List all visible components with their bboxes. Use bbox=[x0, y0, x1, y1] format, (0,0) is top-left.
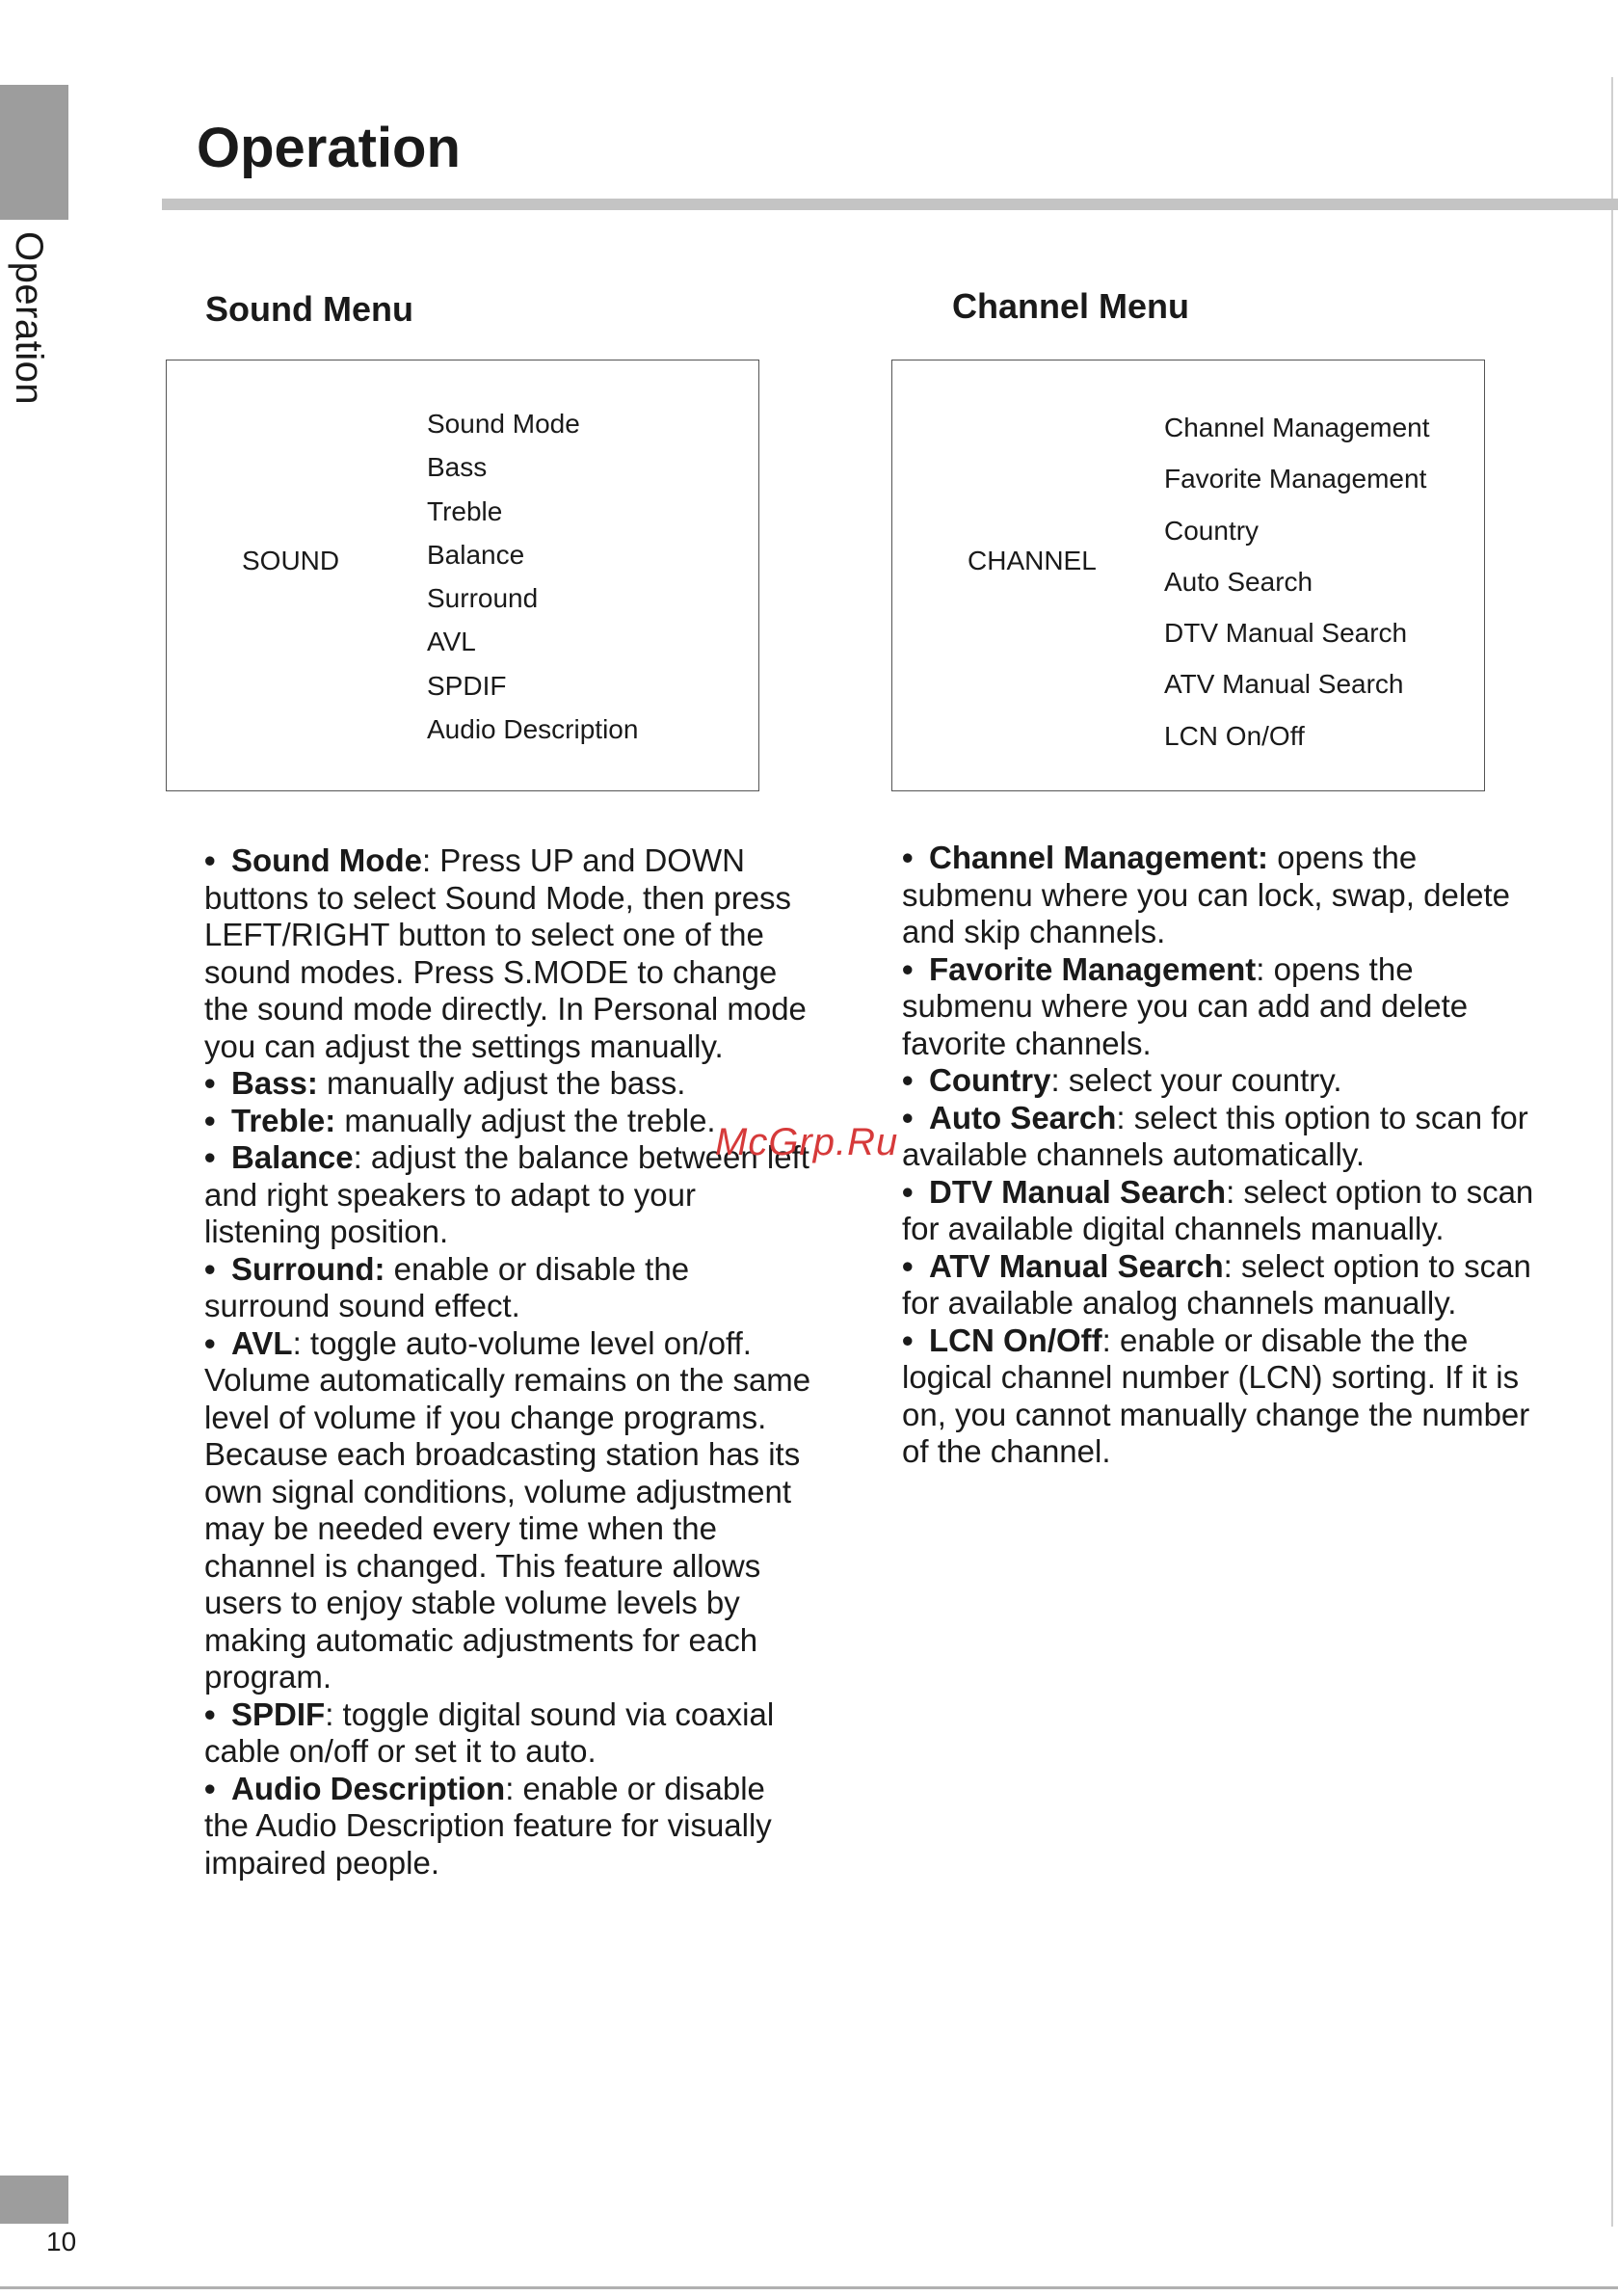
sound-desc-item: • Surround: enable or disable the surround sound effect. bbox=[204, 1250, 690, 1323]
sound-desc-item: • Bass: manually adjust the bass. bbox=[204, 1065, 686, 1101]
sound-menu-items bbox=[427, 402, 638, 751]
channel-desc-item: • DTV Manual Search: select option to scan for available digital channels manually. bbox=[902, 1173, 1534, 1246]
page-title: Operation bbox=[197, 117, 461, 179]
bullet-icon: • bbox=[902, 1062, 914, 1098]
channel-desc-item: • Favorite Management: opens the submenu where you can add and delete favorite channels. bbox=[902, 950, 1469, 1061]
channel-menu-item: ATV Manual Search bbox=[1164, 669, 1404, 700]
sound-menu-item: Bass bbox=[427, 452, 488, 483]
channel-menu-item: LCN On/Off bbox=[1164, 720, 1305, 751]
page-number: 10 bbox=[46, 2227, 77, 2256]
sound-descriptions bbox=[170, 842, 817, 1882]
sound-desc-item: • Audio Description: enable or disable the Audio Description feature for visually impaired people. bbox=[204, 1770, 772, 1881]
sound-desc-item: • Sound Mode: Press UP and DOWN buttons to select Sound Mode, then press LEFT/RIGHT button to select one of the sound modes. Press S.MODE to change the sound mode directly. In Personal mode you can adjust the settings manually. bbox=[204, 842, 807, 1064]
bullet-icon: • bbox=[902, 1322, 914, 1358]
sound-menu-item: Sound Mode bbox=[427, 409, 580, 439]
sound-menu-item: Balance bbox=[427, 539, 525, 570]
watermark: McGrp.Ru bbox=[715, 1121, 899, 1163]
sound-menu-heading: Sound Menu bbox=[205, 289, 413, 329]
bullet-icon: • bbox=[902, 1247, 914, 1284]
sound-root-label: SOUND bbox=[242, 546, 340, 575]
page-edge-line bbox=[1611, 77, 1613, 2227]
bullet-icon: • bbox=[204, 1770, 216, 1806]
side-section-label: Operation bbox=[8, 231, 50, 406]
sound-menu-item: AVL bbox=[427, 627, 476, 657]
channel-menu-item: Favorite Management bbox=[1164, 464, 1427, 494]
title-divider bbox=[162, 199, 1618, 210]
channel-menu-item: DTV Manual Search bbox=[1164, 618, 1408, 649]
channel-menu-heading: Channel Menu bbox=[952, 286, 1190, 326]
channel-desc-item: • Auto Search: select this option to scan for available channels automatically. bbox=[902, 1099, 1528, 1172]
bullet-icon: • bbox=[204, 1102, 216, 1138]
side-tab-marker bbox=[0, 85, 68, 220]
bullet-icon: • bbox=[902, 840, 914, 875]
sound-menu-item: Audio Description bbox=[427, 714, 639, 745]
bottom-rule bbox=[0, 2286, 1618, 2289]
sound-menu-item: Treble bbox=[427, 495, 503, 526]
channel-descriptions bbox=[867, 840, 1547, 1471]
sound-desc-item: • Treble: manually adjust the treble. bbox=[204, 1102, 716, 1138]
sound-desc-item: • AVL: toggle auto-volume level on/off. Volume automatically remains on the same level of volume if you change programs. Because each broadcasting station has its own signal conditions, volume adjustment may be needed every time when the channel is changed. This feature allows users to enjoy stable volume levels by making automatic adjustments for each program. bbox=[204, 1324, 811, 1695]
page-number-tab bbox=[0, 2176, 68, 2224]
channel-desc-item: • Channel Management: opens the submenu where you can lock, swap, delete and skip channels. bbox=[902, 840, 1511, 949]
channel-desc-item: • Country: select your country. bbox=[902, 1062, 1342, 1098]
channel-desc-item: • ATV Manual Search: select option to scan for available analog channels manually. bbox=[902, 1247, 1531, 1321]
sound-menu-item: SPDIF bbox=[427, 670, 507, 701]
bullet-icon: • bbox=[204, 1324, 216, 1361]
bullet-icon: • bbox=[902, 1173, 914, 1210]
bullet-icon: • bbox=[204, 1065, 216, 1101]
sound-menu-diagram bbox=[166, 360, 759, 791]
bullet-icon: • bbox=[902, 950, 914, 987]
channel-menu-item: Country bbox=[1164, 515, 1260, 546]
bullet-icon: • bbox=[204, 1250, 216, 1287]
channel-desc-item: • LCN On/Off: enable or disable the the logical channel number (LCN) sorting. If it is on, you cannot manually change the number of the channel. bbox=[902, 1322, 1530, 1469]
sound-menu-item: Surround bbox=[427, 583, 539, 614]
bullet-icon: • bbox=[204, 1139, 216, 1175]
sound-desc-item: • Balance: adjust the balance between left and right speakers to adapt to your listening position. bbox=[204, 1139, 809, 1249]
bullet-icon: • bbox=[204, 842, 216, 878]
sound-desc-item: • SPDIF: toggle digital sound via coaxial cable on/off or set it to auto. bbox=[204, 1695, 775, 1769]
channel-menu-item: Channel Management bbox=[1164, 413, 1430, 442]
channel-menu-items bbox=[1164, 402, 1430, 761]
bullet-icon: • bbox=[204, 1695, 216, 1732]
channel-menu-diagram bbox=[891, 360, 1485, 791]
bullet-icon: • bbox=[902, 1099, 914, 1135]
channel-root-label: CHANNEL bbox=[968, 546, 1097, 575]
channel-menu-item: Auto Search bbox=[1164, 566, 1313, 597]
